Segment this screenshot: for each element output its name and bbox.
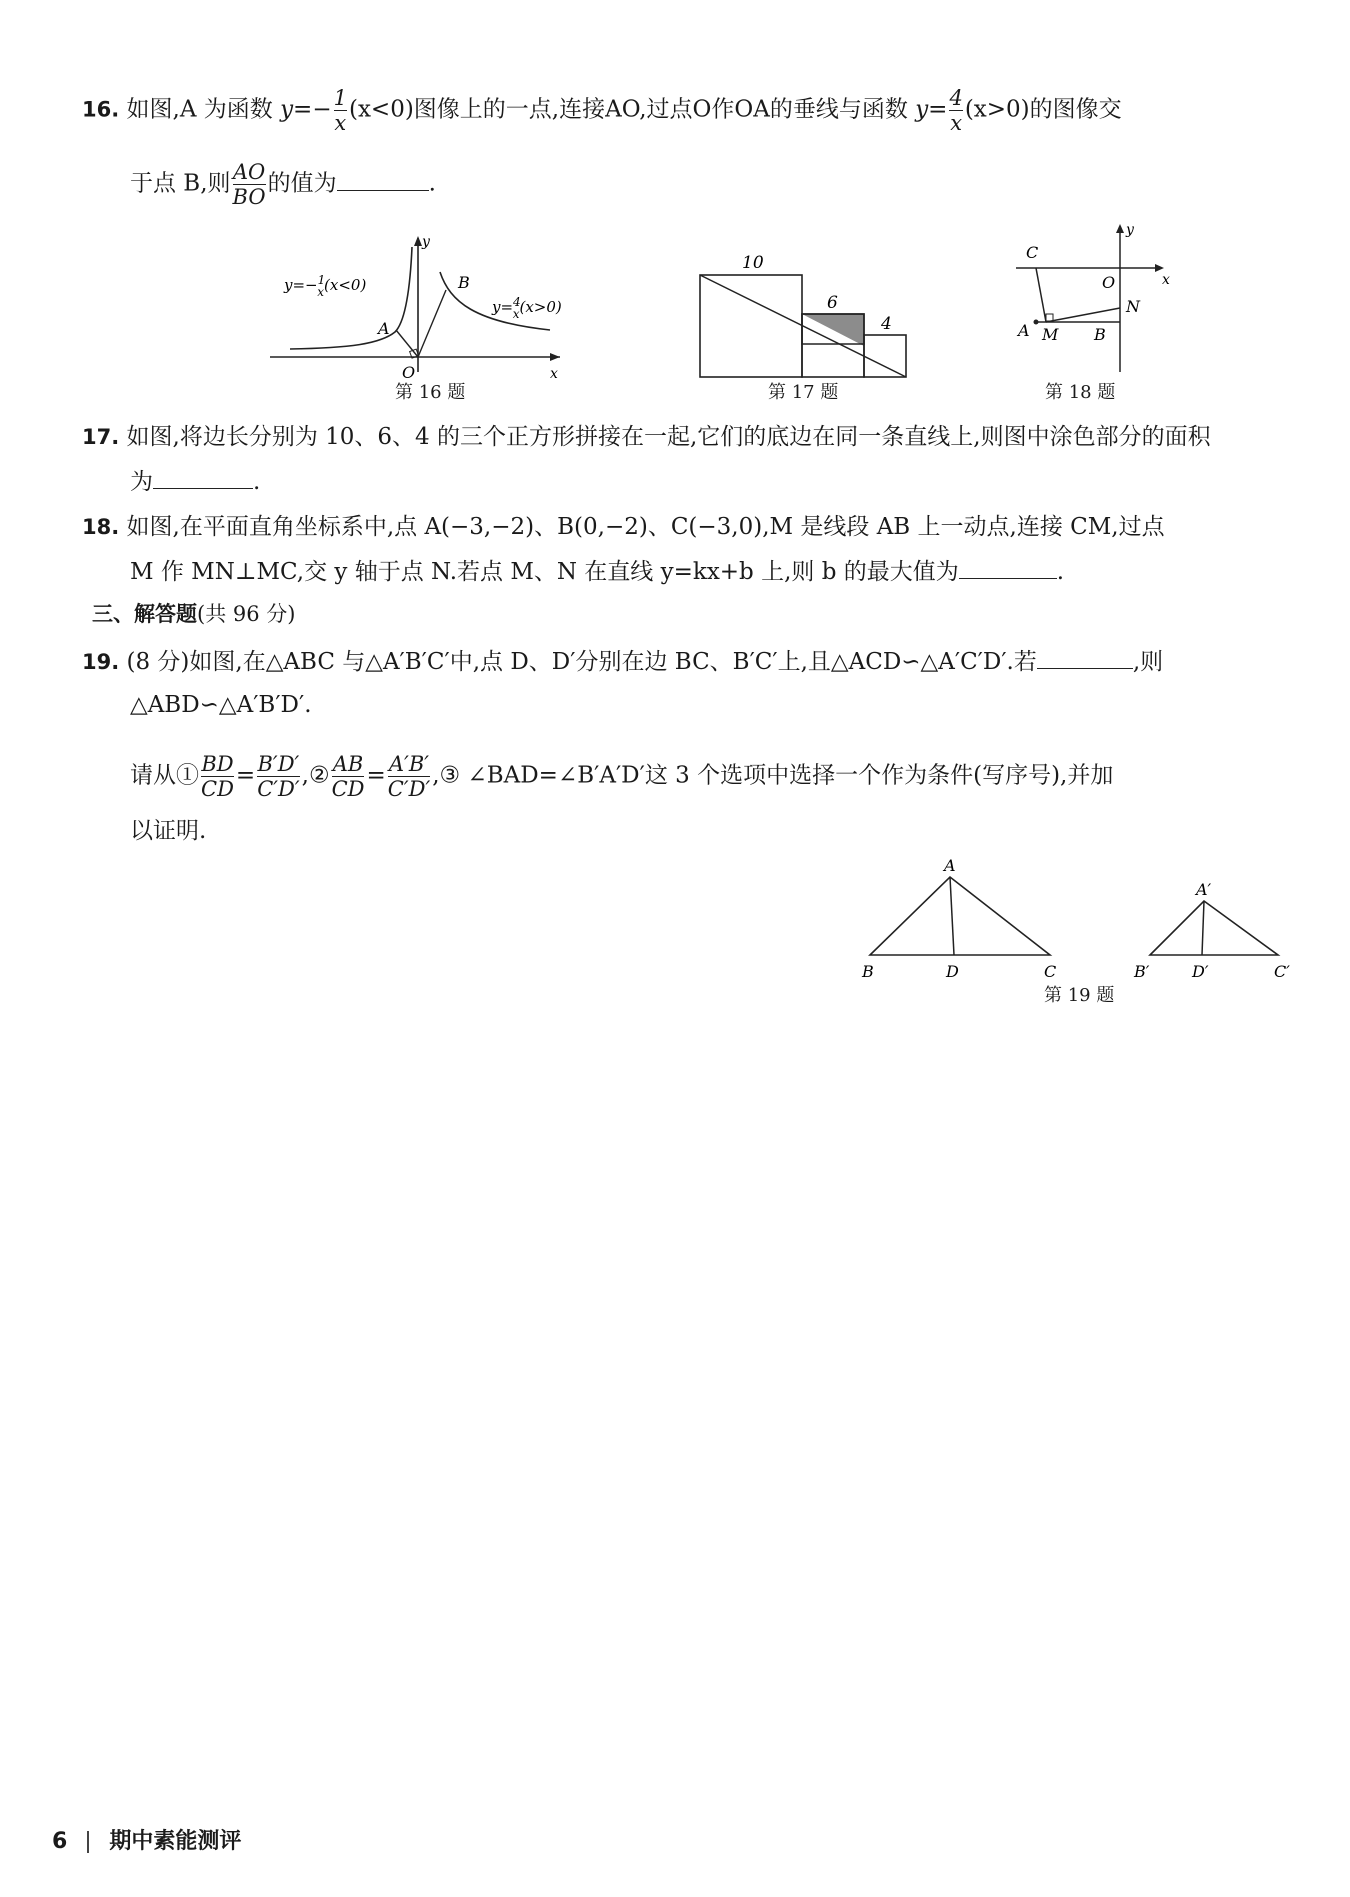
q19-number: 19.	[82, 650, 120, 674]
fig16-caption: 第 16 题	[395, 382, 466, 403]
fig19-point-b2: B′	[1134, 962, 1150, 981]
figure-17	[690, 248, 930, 383]
q19-text-d: 请从①	[130, 762, 199, 789]
figure-19	[860, 855, 1320, 985]
q17-number: 17.	[82, 425, 120, 449]
q18-text-b: M 作 MN⊥MC,交 y 轴于点 N.若点 M、N 在直线 y=kx+b 上,则 b 的最大值为	[130, 559, 959, 585]
q16-line2	[130, 160, 436, 209]
q17-line2	[130, 466, 260, 497]
q19-eq2: =	[366, 762, 386, 789]
fig17-label-6: 6	[827, 293, 838, 313]
fig19-triangle-abc	[870, 877, 1050, 955]
fig19-caption: 第 19 题	[1044, 985, 1115, 1006]
page-number: 6	[52, 1829, 68, 1854]
fig17-caption: 第 17 题	[768, 382, 839, 403]
q19-answer-blank	[1037, 646, 1133, 669]
fig19-point-a2: A′	[1196, 880, 1212, 899]
fig18-caption: 第 18 题	[1045, 382, 1116, 403]
fig18-point-m: M	[1042, 325, 1059, 344]
q19-line4	[130, 816, 206, 846]
fig16-point-b: B	[458, 273, 470, 292]
fig18-point-b: B	[1094, 325, 1106, 344]
section-3-header	[92, 600, 295, 628]
fig18-segment-cm	[1036, 268, 1046, 322]
section-3-note: (共 96 分)	[197, 602, 296, 626]
footer-separator	[87, 1831, 89, 1853]
q18-text-a: 如图,在平面直角坐标系中,点 A(−3,−2)、B(0,−2)、C(−3,0),M 是线段 AB 上一动点,连接 CM,过点	[126, 514, 1165, 540]
q17-line1	[82, 422, 1211, 452]
q19-frac-ab-cd: $\frac{AB}{CD}$	[331, 752, 365, 801]
q19-text-e: ,②	[301, 762, 330, 789]
fig18-point-a: A	[1018, 321, 1030, 340]
fig19-segment-ad	[950, 877, 954, 955]
q16-frac1: $\frac{1}{x}$	[333, 86, 347, 135]
fig16-right-label: y=$^4$ x(x>0)	[492, 295, 562, 321]
q19-text-f: ,③ ∠BAD=∠B′A′D′这 3 个选项中选择一个作为条件(写序号),并加	[432, 762, 1114, 789]
fig16-x-label: x	[550, 366, 558, 382]
footer-title: 期中素能测评	[109, 1829, 242, 1854]
fig17-diagonal	[700, 275, 906, 377]
fig18-x-label: x	[1162, 272, 1170, 288]
fig19-point-d: D	[946, 962, 959, 981]
q17-answer-blank	[153, 466, 253, 489]
q16-answer-blank	[337, 168, 429, 191]
fig18-point-n: N	[1126, 297, 1140, 316]
q19-text-b: ,则	[1132, 649, 1164, 675]
fig19-triangle-a2b2c2	[1150, 901, 1278, 955]
fig17-square-10	[700, 275, 802, 377]
q19-frac-bd-cd: $\frac{BD}{CD}$	[201, 752, 234, 801]
fig16-left-label: y=−$^1$ x(x<0)	[284, 273, 367, 299]
q18-line1	[82, 512, 1165, 542]
q19-line1	[82, 646, 1163, 677]
q18-answer-blank	[959, 556, 1057, 579]
fig17-square-4	[864, 335, 906, 377]
q16-frac3: $\frac{AO}{BO}$	[232, 160, 266, 209]
fig19-segment-a2d2	[1202, 901, 1204, 955]
q19-text-c: △ABD∽△A′B′D′.	[130, 692, 312, 718]
fig16-curve-left	[290, 247, 412, 349]
fig18-point-o: O	[1102, 273, 1116, 292]
q19-frac-a2b2-c2d2: $\frac{A'B'}{C'D'}$	[387, 752, 431, 801]
page-footer	[52, 1824, 241, 1855]
fig18-point-a-dot	[1034, 320, 1039, 325]
fig18-y-label: y	[1126, 222, 1134, 238]
fig16-segment-ao	[396, 330, 418, 357]
q16-text-d: y=	[915, 96, 948, 123]
q19-text-g: 以证明.	[130, 818, 207, 844]
fig19-point-c: C	[1044, 962, 1057, 981]
q16-text-c: (x<0)图像上的一点,连接AO,过点O作OA的垂线与函数	[348, 96, 908, 123]
fig17-label-4: 4	[881, 314, 892, 334]
fig19-point-a: A	[944, 856, 956, 875]
fig16-point-a: A	[378, 319, 390, 338]
fig18-right-angle	[1046, 314, 1053, 321]
figure-18	[1010, 220, 1180, 380]
q16-text-a: 如图,A 为函数	[126, 96, 273, 123]
q19-line2	[130, 690, 312, 720]
fig16-segment-ob	[418, 290, 446, 357]
q18-line2	[130, 556, 1064, 587]
q16-number: 16.	[82, 97, 120, 122]
section-3-title: 三、解答题	[92, 602, 197, 626]
q19-eq1: =	[235, 762, 256, 789]
fig19-point-b: B	[862, 962, 874, 981]
q17-text-a: 如图,将边长分别为 10、6、4 的三个正方形拼接在一起,它们的底边在同一条直线上,则图中涂色部分的面积	[126, 424, 1211, 450]
q19-text-a: (8 分)如图,在△ABC 与△A′B′C′中,点 D、D′分别在边 BC、B′C′上,且△ACD∽△A′C′D′.若	[126, 649, 1037, 675]
q16-text-f: 于点 B,则	[130, 170, 231, 197]
fig16-y-label: y	[422, 234, 430, 250]
fig16-point-o: O	[402, 363, 416, 382]
fig18-point-c: C	[1026, 243, 1039, 262]
q16-text-e: (x>0)的图像交	[964, 96, 1122, 123]
q16-line1	[82, 86, 1122, 135]
q18-period: .	[1056, 559, 1065, 585]
figure-16	[260, 232, 580, 382]
q19-line3	[130, 752, 1113, 801]
q17-period: .	[253, 469, 261, 495]
q16-frac2: $\frac{4}{x}$	[949, 86, 963, 135]
fig18-segment-mn	[1046, 308, 1120, 322]
q16-text-g: 的值为	[267, 170, 337, 197]
q17-text-b: 为	[130, 469, 153, 495]
fig19-point-d2: D′	[1192, 962, 1209, 981]
fig19-point-c2: C′	[1274, 962, 1290, 981]
q19-frac-b2d2-c2d2: $\frac{B'D'}{C'D'}$	[257, 752, 300, 801]
q18-number: 18.	[82, 515, 120, 539]
q16-text-b: y=−	[280, 96, 332, 123]
fig17-label-10: 10	[742, 253, 764, 273]
q16-period: .	[428, 170, 436, 197]
